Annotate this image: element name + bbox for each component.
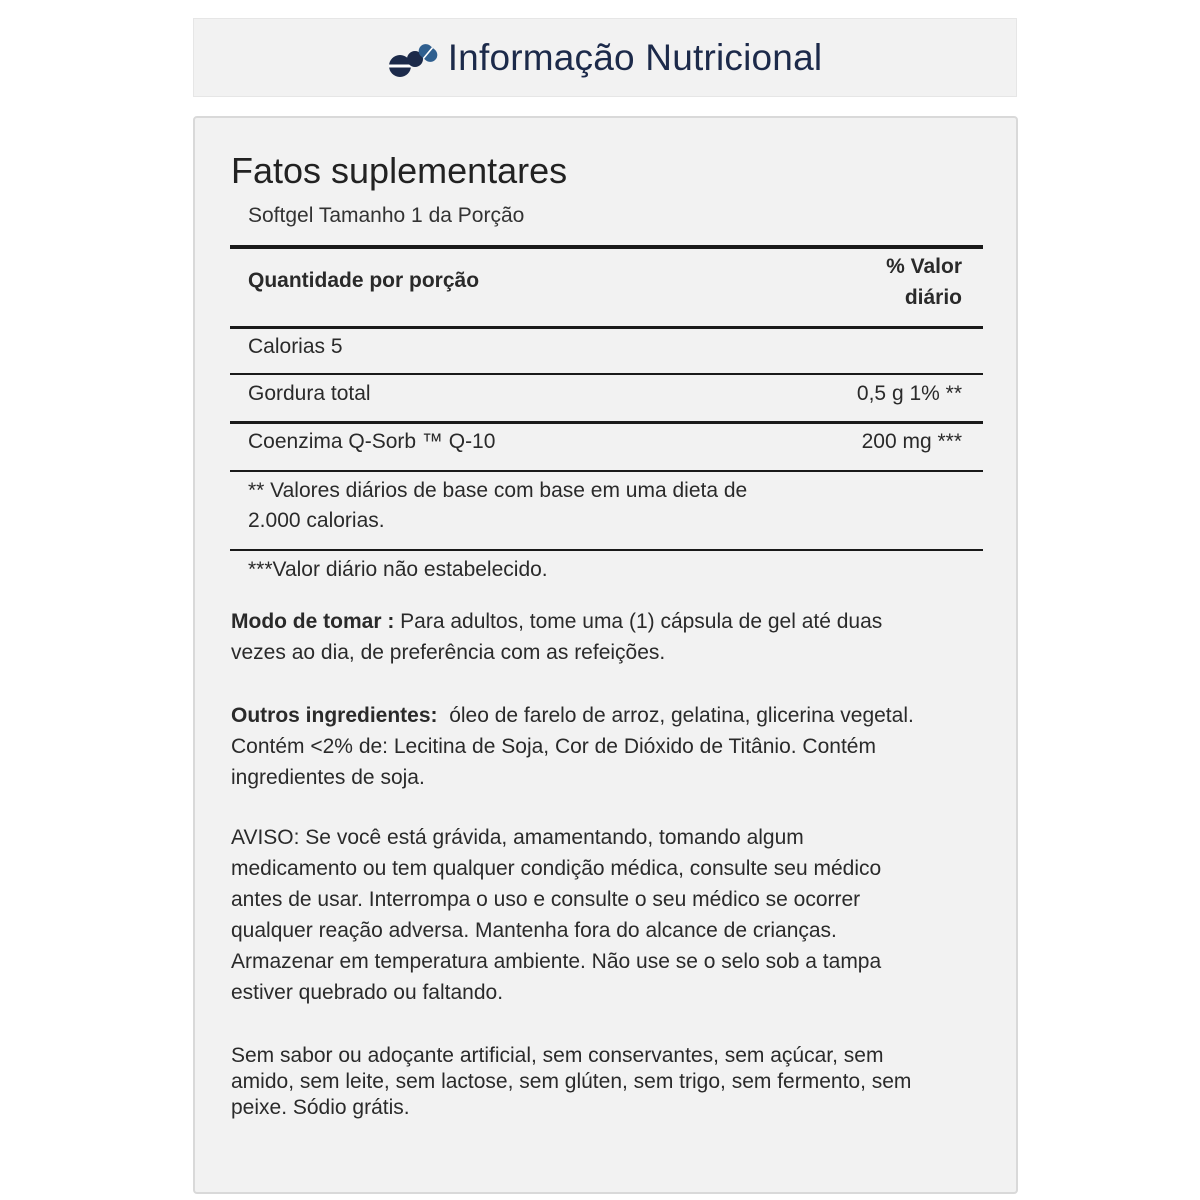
header-bar bbox=[193, 18, 1017, 97]
nutrient-row-coq10-value: 200 mg *** bbox=[861, 430, 962, 453]
directions-label: Modo de tomar : bbox=[231, 610, 395, 633]
nutrient-row-fat-value: 0,5 g 1% ** bbox=[856, 382, 962, 405]
nutrient-row-calories: Calorias 5 bbox=[248, 335, 343, 358]
free-from-paragraph bbox=[231, 1043, 991, 1121]
directions-paragraph bbox=[231, 606, 991, 668]
free-from-line: amido, sem leite, sem lactose, sem glúten, sem trigo, sem fermento, sem bbox=[231, 1070, 912, 1093]
free-from-line: peixe. Sódio grátis. bbox=[231, 1096, 410, 1119]
divider bbox=[230, 373, 983, 375]
warning-line: medicamento ou tem qualquer condição médica, consulte seu médico bbox=[231, 857, 882, 880]
page-title: Informação Nutricional bbox=[447, 36, 823, 78]
facts-title: Fatos suplementares bbox=[231, 150, 568, 191]
warning-line: estiver quebrado ou faltando. bbox=[231, 981, 504, 1004]
directions-text-line1: Para adultos, tome uma (1) cápsula de gel até duas bbox=[394, 610, 883, 633]
other-ingredients-line3: ingredientes de soja. bbox=[231, 766, 425, 789]
amount-per-serving-header: Quantidade por porção bbox=[248, 269, 480, 292]
divider bbox=[230, 421, 983, 424]
divider bbox=[230, 470, 983, 472]
footnote-daily-value-basis-line2: 2.000 calorias. bbox=[248, 509, 385, 532]
thick-divider bbox=[230, 245, 983, 249]
warning-line: antes de usar. Interrompa o uso e consulte o seu médico se ocorrer bbox=[231, 888, 861, 911]
daily-value-header-line2: diário bbox=[904, 286, 962, 309]
daily-value-header-line1: % Valor bbox=[886, 255, 962, 278]
divider bbox=[230, 326, 983, 329]
serving-size: Softgel Tamanho 1 da Porção bbox=[248, 204, 525, 227]
warning-paragraph bbox=[231, 822, 991, 1008]
capsule-pills-icon bbox=[388, 40, 440, 80]
nutrient-row-coq10-name: Coenzima Q-Sorb ™ Q-10 bbox=[248, 430, 496, 453]
divider bbox=[230, 549, 983, 551]
warning-line: Armazenar em temperatura ambiente. Não use se o selo sob a tampa bbox=[231, 950, 882, 973]
footnote-not-established: ***Valor diário não estabelecido. bbox=[248, 558, 548, 581]
nutrient-row-fat-name: Gordura total bbox=[248, 382, 371, 405]
free-from-line: Sem sabor ou adoçante artificial, sem conservantes, sem açúcar, sem bbox=[231, 1044, 884, 1067]
other-ingredients-label: Outros ingredientes: bbox=[231, 704, 438, 727]
directions-text-line2: vezes ao dia, de preferência com as refeições. bbox=[231, 641, 666, 664]
warning-line: AVISO: Se você está grávida, amamentando, tomando algum bbox=[231, 826, 804, 849]
other-ingredients-line1: óleo de farelo de arroz, gelatina, glicerina vegetal. bbox=[437, 704, 914, 727]
footnote-daily-value-basis-line1: ** Valores diários de base com base em uma dieta de bbox=[248, 479, 748, 502]
supplement-facts-panel bbox=[193, 116, 1018, 1194]
other-ingredients-line2: Contém <2% de: Lecitina de Soja, Cor de Dióxido de Titânio. Contém bbox=[231, 735, 876, 758]
warning-line: qualquer reação adversa. Mantenha fora do alcance de crianças. bbox=[231, 919, 837, 942]
other-ingredients-paragraph bbox=[231, 700, 991, 793]
